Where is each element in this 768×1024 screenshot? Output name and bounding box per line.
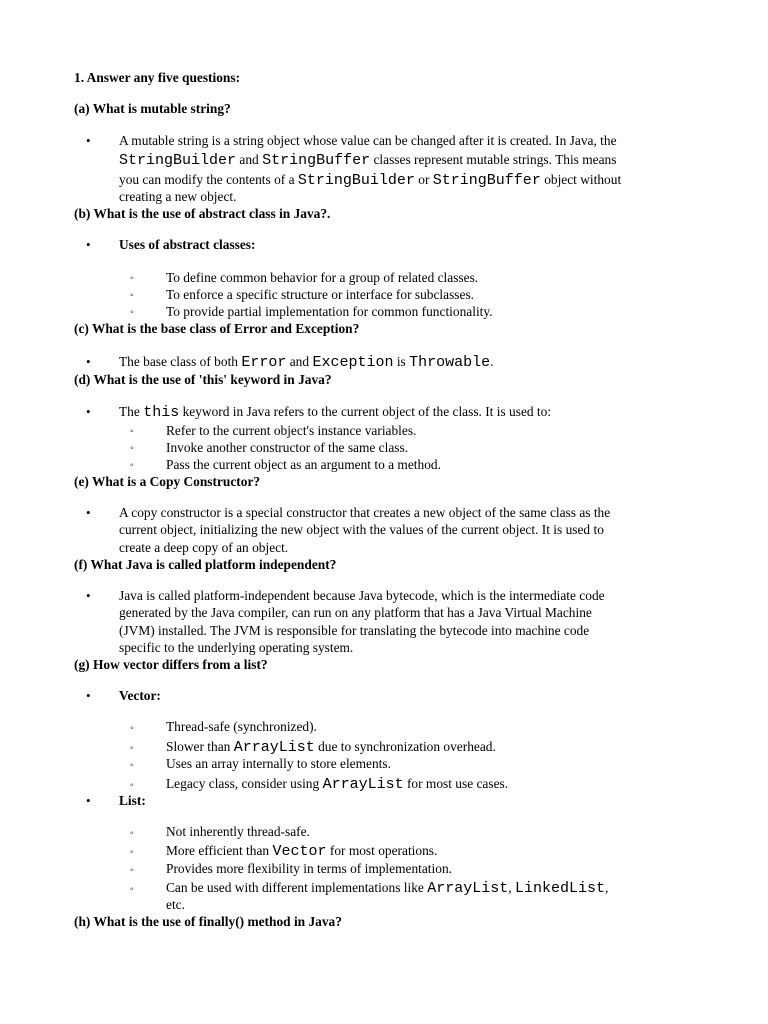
code-text: this <box>143 404 180 421</box>
bullet <box>86 504 100 521</box>
list-item-2 <box>166 842 696 860</box>
sub-bullet <box>130 270 134 287</box>
list-item-1: Not inherently thread-safe. <box>166 824 310 839</box>
text: keyword in Java refers to the current object of the class. It is used to: <box>182 404 552 419</box>
sub-bullet <box>130 740 134 757</box>
text: or <box>418 172 430 187</box>
sub-bullet <box>130 287 134 304</box>
question-f: (f) What Java is called platform independent? <box>74 557 337 572</box>
answer-d-item-3: Pass the current object as an argument to a method. <box>166 457 441 472</box>
bullet <box>86 132 100 149</box>
text: for most use cases. <box>406 776 509 791</box>
answer-c-line-1 <box>119 353 694 371</box>
text: . <box>490 354 494 369</box>
sub-bullet <box>130 440 134 457</box>
vector-heading: Vector: <box>119 688 161 703</box>
answer-a-line-2 <box>119 151 694 169</box>
text: Legacy class, consider using <box>166 776 320 791</box>
text: , <box>508 880 512 895</box>
question-h: (h) What is the use of finally() method in Java? <box>74 914 342 929</box>
question-d: (d) What is the use of 'this' keyword in Java? <box>74 372 332 387</box>
vector-item-3: Uses an array internally to store elements. <box>166 756 391 771</box>
text: classes represent mutable strings. This means <box>373 152 617 167</box>
answer-b-item-2: To enforce a specific structure or interface for subclasses. <box>166 287 475 302</box>
answer-f-line-1: Java is called platform-independent because Java bytecode, which is the intermediate code <box>119 588 605 603</box>
sub-bullet <box>130 881 134 898</box>
text: , <box>604 880 609 895</box>
code-text: StringBuffer <box>432 172 541 189</box>
code-text: Error <box>241 354 287 371</box>
code-text: Exception <box>312 354 394 371</box>
sub-bullet <box>130 457 134 474</box>
sub-bullet <box>130 304 134 321</box>
text: and <box>239 152 259 167</box>
question-c: (c) What is the base class of Error and Exception? <box>74 321 360 336</box>
text: for most operations. <box>329 843 438 858</box>
bullet <box>86 236 100 253</box>
code-text: Throwable <box>409 354 491 371</box>
code-text: ArrayList <box>233 739 315 756</box>
sub-bullet <box>130 720 134 737</box>
bullet <box>86 687 100 704</box>
bullet <box>86 792 100 809</box>
list-item-4 <box>166 879 696 897</box>
bullet <box>86 353 100 370</box>
list-item-3: Provides more flexibility in terms of implementation. <box>166 861 452 876</box>
answer-f-line-3: (JVM) installed. The JVM is responsible for translating the bytecode into machine code <box>119 623 590 638</box>
code-text: LinkedList <box>514 880 605 897</box>
sub-bullet <box>130 825 134 842</box>
list-item-4-continued: etc. <box>166 897 185 912</box>
answer-d-item-2: Invoke another constructor of the same class. <box>166 440 409 455</box>
code-text: ArrayList <box>427 880 509 897</box>
answer-b-heading: Uses of abstract classes: <box>119 237 256 252</box>
text: is <box>396 354 406 369</box>
sub-bullet <box>130 757 134 774</box>
sub-bullet <box>130 862 134 879</box>
answer-e-line-1: A copy constructor is a special constructor that creates a new object of the same class as the <box>119 505 611 520</box>
text: The <box>119 404 140 419</box>
answer-b-item-3: To provide partial implementation for common functionality. <box>166 304 493 319</box>
section-title: 1. Answer any five questions: <box>74 70 241 85</box>
text: Can be used with different implementations like <box>166 880 424 895</box>
answer-e-line-3: create a deep copy of an object. <box>119 540 289 555</box>
list-heading: List: <box>119 793 146 808</box>
text: and <box>289 354 310 369</box>
answer-b-item-1: To define common behavior for a group of related classes. <box>166 270 479 285</box>
text: due to synchronization overhead. <box>318 739 496 754</box>
answer-d-line-1 <box>119 403 694 421</box>
code-text: Vector <box>272 843 327 860</box>
vector-item-2 <box>166 738 696 756</box>
code-text: StringBuilder <box>119 152 237 169</box>
text: object without <box>544 172 622 187</box>
code-text: ArrayList <box>322 776 404 793</box>
code-text: StringBuilder <box>297 172 415 189</box>
vector-item-4 <box>166 775 696 793</box>
bullet <box>86 587 100 604</box>
answer-d-item-1: Refer to the current object's instance variables. <box>166 423 417 438</box>
sub-bullet <box>130 844 134 861</box>
bullet <box>86 403 100 420</box>
question-a: (a) What is mutable string? <box>74 101 231 116</box>
text: More efficient than <box>166 843 270 858</box>
answer-a-line-1: A mutable string is a string object whose value can be changed after it is created. In Java, the <box>119 133 617 148</box>
vector-item-1: Thread-safe (synchronized). <box>166 719 317 734</box>
answer-e-line-2: current object, initializing the new object with the values of the current object. It is used to <box>119 522 604 537</box>
answer-a-line-4: creating a new object. <box>119 189 237 204</box>
question-b: (b) What is the use of abstract class in Java?. <box>74 206 331 221</box>
question-e: (e) What is a Copy Constructor? <box>74 474 261 489</box>
answer-f-line-4: specific to the underlying operating system. <box>119 640 354 655</box>
text: you can modify the contents of a <box>119 172 295 187</box>
text: Slower than <box>166 739 231 754</box>
question-g: (g) How vector differs from a list? <box>74 657 268 672</box>
code-text: StringBuffer <box>262 152 371 169</box>
text: The base class of both <box>119 354 238 369</box>
answer-a-line-3 <box>119 171 694 189</box>
sub-bullet <box>130 423 134 440</box>
answer-f-line-2: generated by the Java compiler, can run on any platform that has a Java Virtual Machine <box>119 605 592 620</box>
